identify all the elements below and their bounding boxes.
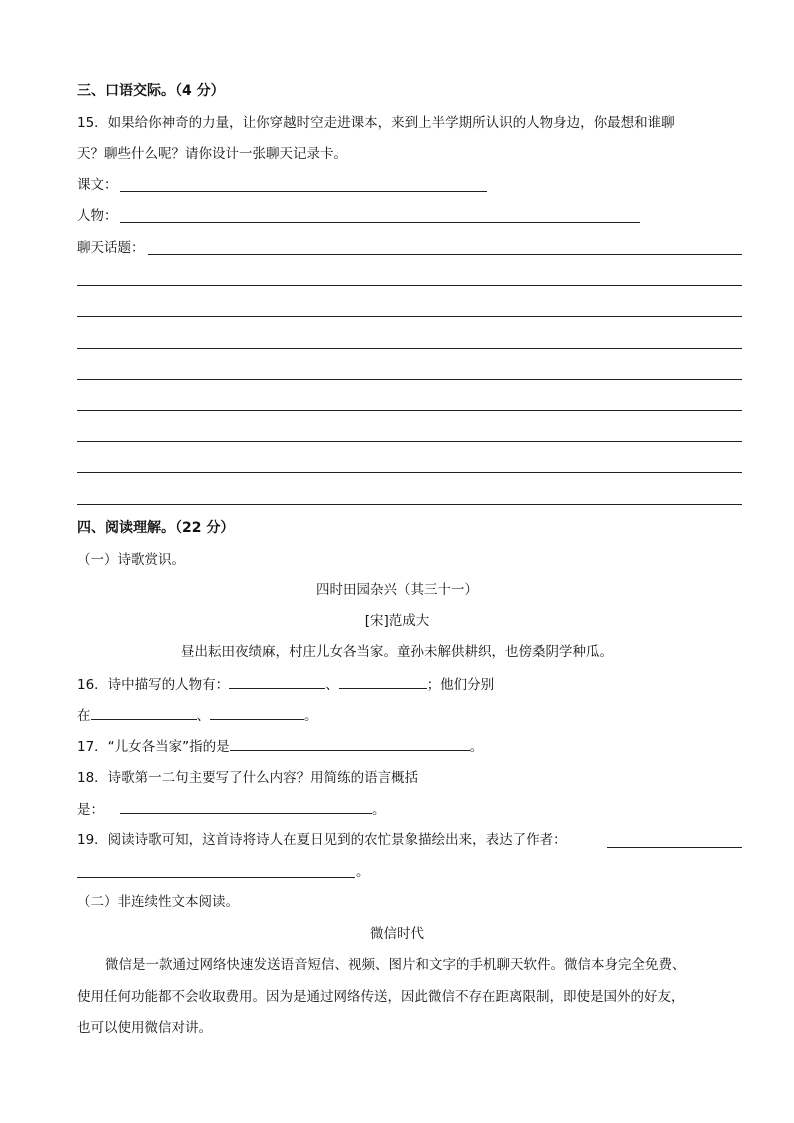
q18-line2-prefix: 是： <box>77 802 104 818</box>
q19-blank-1[interactable] <box>607 847 742 848</box>
article-paragraph-line3: 也可以使用微信对讲。 <box>77 1020 212 1036</box>
question-16-line1 <box>77 674 494 695</box>
section4-heading: 四、阅读理解。（22 分） <box>77 520 235 536</box>
poem-author: [宋]范成大 <box>364 613 430 629</box>
topic-answer-blank[interactable] <box>148 254 742 255</box>
text-answer-blank[interactable] <box>120 191 487 192</box>
q16-separator: 、 <box>325 677 339 693</box>
question-15-line1: 15．如果给你神奇的力量，让你穿越时空走进课本，来到上半学期所认识的人物身边，你最想和谁聊 <box>77 115 675 131</box>
q17-blank[interactable] <box>230 736 470 751</box>
article-title: 微信时代 <box>370 926 424 942</box>
q19-end: 。 <box>356 864 370 880</box>
part1-label: （一）诗歌赏识。 <box>77 552 185 568</box>
person-field-label: 人物： <box>77 208 118 224</box>
writing-line[interactable] <box>77 348 742 349</box>
q19-blank-2[interactable] <box>77 877 355 878</box>
q16-blank-1[interactable] <box>229 674 325 689</box>
q16-blank-4[interactable] <box>210 705 304 720</box>
section3-heading: 三、口语交际。（4 分） <box>77 83 225 99</box>
question-17 <box>77 736 483 757</box>
poem-title: 四时田园杂兴（其三十一） <box>316 582 478 598</box>
writing-line[interactable] <box>77 410 742 411</box>
writing-line[interactable] <box>77 285 742 286</box>
article-paragraph-line1: 微信是一款通过网络快速发送语音短信、视频、图片和文字的手机聊天软件。微信本身完全免费、 <box>105 957 686 973</box>
part2-label: （二）非连续性文本阅读。 <box>77 894 239 910</box>
q16-line2-end: 。 <box>304 708 318 724</box>
q16-line2-prefix: 在 <box>77 708 91 724</box>
topic-field-label: 聊天话题： <box>77 240 145 256</box>
question-16-line2 <box>77 705 318 726</box>
writing-line[interactable] <box>77 316 742 317</box>
question-19-line1: 19．阅读诗歌可知，这首诗将诗人在夏日见到的农忙景象描绘出来，表达了作者： <box>77 832 567 848</box>
question-17-prefix: 17．“儿女各当家”指的是 <box>77 739 230 755</box>
question-18-line2 <box>77 799 386 820</box>
q18-blank[interactable] <box>120 799 372 814</box>
question-15-line2: 天？聊些什么呢？请你设计一张聊天记录卡。 <box>77 146 347 162</box>
text-field-label: 课文： <box>77 177 118 193</box>
writing-line[interactable] <box>77 441 742 442</box>
article-paragraph-line2: 使用任何功能都不会收取费用。因为是通过网络传送，因此微信不存在距离限制，即使是国外的好友， <box>77 989 685 1005</box>
question-18-line1: 18．诗歌第一二句主要写了什么内容？用简练的语言概括 <box>77 770 419 786</box>
writing-line[interactable] <box>77 504 742 505</box>
question-16-prefix: 16．诗中描写的人物有： <box>77 677 230 693</box>
q17-end: 。 <box>469 739 484 755</box>
q16-line2-separator: 、 <box>196 708 210 724</box>
poem-text: 昼出耘田夜绩麻，村庄儿女各当家。童孙未解供耕织，也傍桑阴学种瓜。 <box>181 644 613 660</box>
q16-blank-3[interactable] <box>91 705 197 720</box>
writing-line[interactable] <box>77 472 742 473</box>
q18-end: 。 <box>372 802 386 818</box>
q16-blank-2[interactable] <box>339 674 427 689</box>
writing-line[interactable] <box>77 379 742 380</box>
person-answer-blank[interactable] <box>120 222 640 223</box>
q16-mid-text: ；他们分别 <box>426 677 495 693</box>
